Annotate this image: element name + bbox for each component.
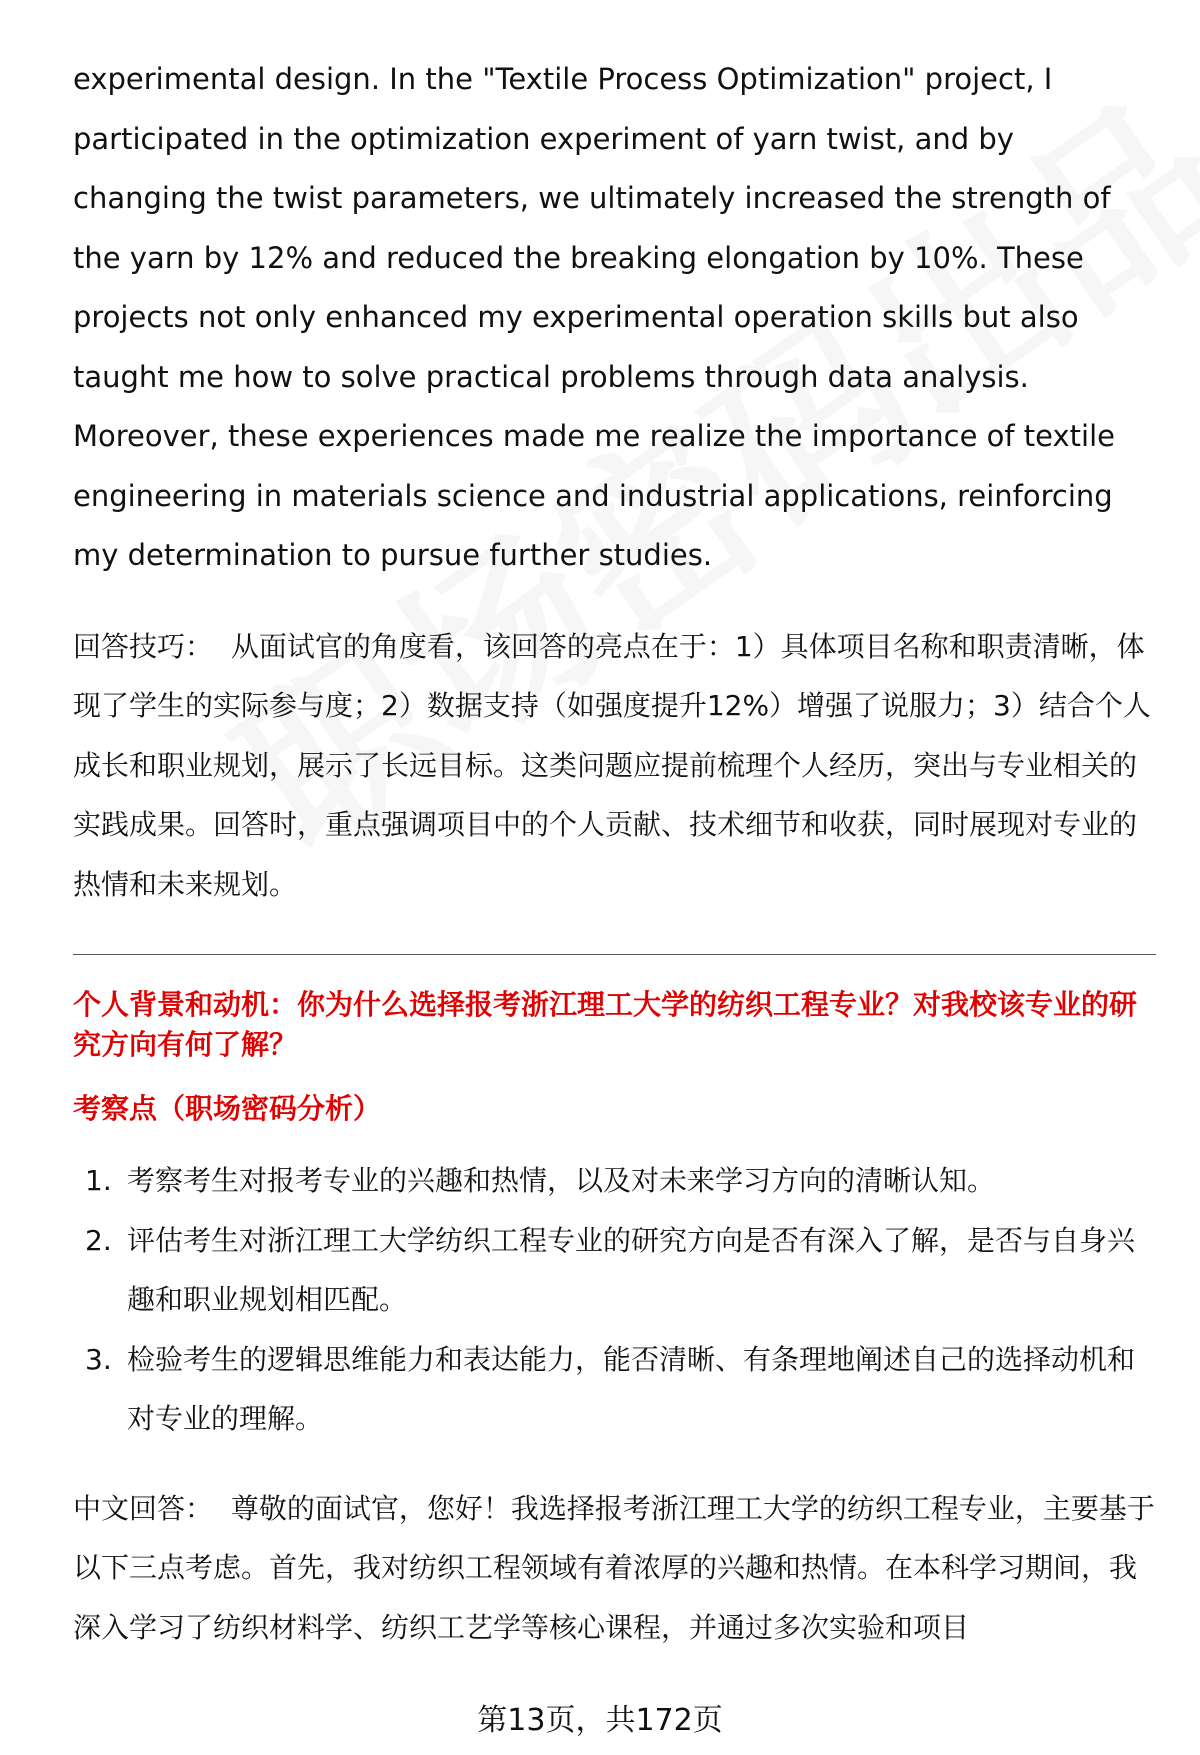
list-item-number: 1. bbox=[85, 1164, 112, 1197]
list-item bbox=[73, 1151, 1156, 1211]
list-item bbox=[73, 1211, 1156, 1330]
list-item-text: 考察考生对报考专业的兴趣和热情，以及对未来学习方向的清晰认知。 bbox=[127, 1164, 996, 1197]
list-item-text: 检验考生的逻辑思维能力和表达能力，能否清晰、有条理地阐述自己的选择动机和对专业的理解。 bbox=[127, 1342, 1136, 1435]
list-item-number: 2. bbox=[85, 1223, 112, 1257]
chinese-answer bbox=[73, 1479, 1156, 1658]
assessment-heading: 考察点（职场密码分析） bbox=[73, 1092, 382, 1125]
answer-label: 中文回答： bbox=[73, 1491, 214, 1525]
page-content bbox=[73, 50, 1156, 1657]
list-item-text: 评估考生对浙江理工大学纺织工程专业的研究方向是否有深入了解，是否与自身兴趣和职业规划相匹配。 bbox=[127, 1223, 1136, 1316]
section-divider bbox=[73, 954, 1156, 955]
tips-text: 从面试官的角度看，该回答的亮点在于：1）具体项目名称和职责清晰，体现了学生的实际参与度；2）数据支持（如强度提升12%）增强了说服力；3）结合个人成长和职业规划，展示了长远目标。这类问题应提前梳理个人经历，突出与专业相关的实践成果。回答时，重点强调项目中的个人贡献、技术细节和收获，同时展现对专业的热情和未来规划。 bbox=[73, 629, 1151, 901]
tips-label: 回答技巧： bbox=[73, 629, 214, 663]
answer-tips bbox=[73, 617, 1156, 915]
assessment-list bbox=[73, 1151, 1156, 1449]
list-item-number: 3. bbox=[85, 1342, 112, 1376]
top-paragraph: experimental design. In the "Textile Process Optimization" project, I participated in the optimization experiment of yarn twist, and by changing the twist parameters, we ultimately increased the strength of the yarn by 12% and reduced the breaking elongation by 10%. These projects not only enhanced my experimental operation skills but also taught me how to solve practical problems through data analysis. Moreover, these experiences made me realize the importance of textile engineering in materials science and industrial applications, reinforcing my determination to pursue further studies. bbox=[73, 62, 1115, 572]
answer-text: 尊敬的面试官，您好！我选择报考浙江理工大学的纺织工程专业，主要基于以下三点考虑。首先，我对纺织工程领域有着浓厚的兴趣和热情。在本科学习期间，我深入学习了纺织材料学、纺织工艺学等核心课程，并通过多次实验和项目 bbox=[73, 1491, 1155, 1644]
page-number: 第13页，共172页 bbox=[477, 1703, 723, 1738]
list-item bbox=[73, 1330, 1156, 1449]
question-heading: 个人背景和动机：你为什么选择报考浙江理工大学的纺织工程专业？对我校该专业的研究方向有何了解？ bbox=[73, 988, 1138, 1061]
